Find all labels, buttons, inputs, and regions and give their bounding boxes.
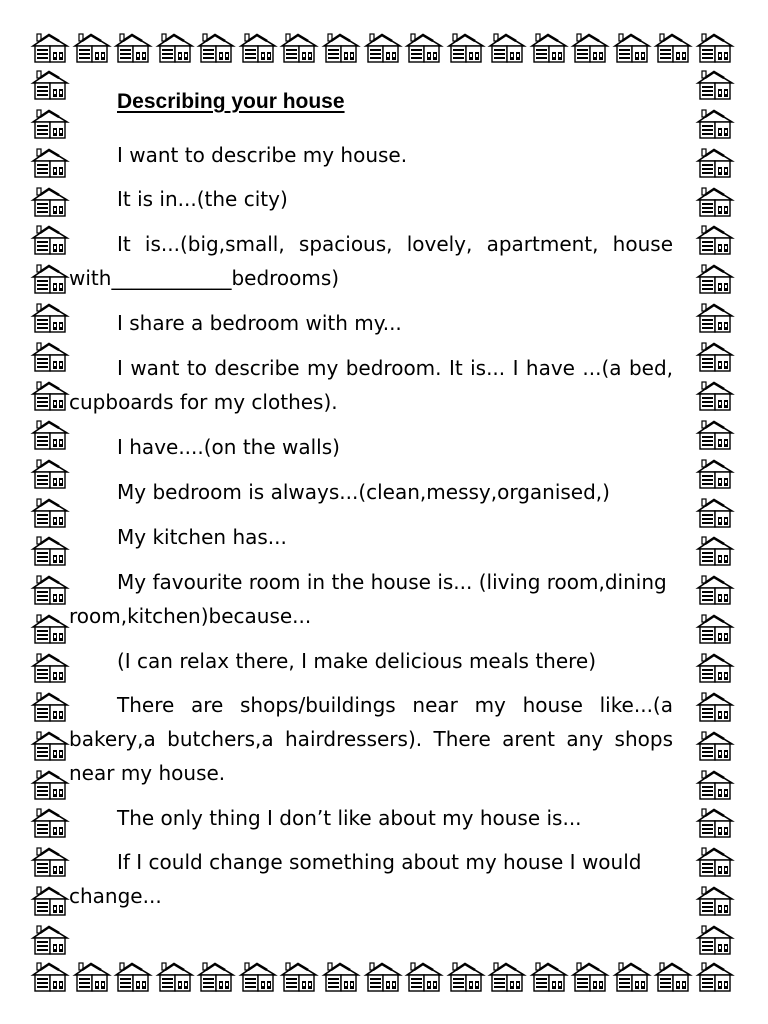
house-icon <box>532 34 566 62</box>
prompt-line: The only thing I don’t like about my house is... <box>117 806 582 830</box>
house-icon <box>33 848 67 876</box>
house-icon <box>33 149 67 177</box>
prompt-line: If I could change something about my house I would change... <box>69 850 642 908</box>
house-icon <box>698 732 732 760</box>
house-icon <box>33 421 67 449</box>
house-icon <box>75 34 109 62</box>
house-icon <box>490 963 524 991</box>
house-icon <box>33 71 67 99</box>
house-icon <box>241 34 275 62</box>
house-icon <box>698 537 732 565</box>
house-icon <box>449 963 483 991</box>
house-icon <box>698 654 732 682</box>
house-icon <box>33 382 67 410</box>
house-icon <box>33 771 67 799</box>
house-icon <box>698 265 732 293</box>
house-icon <box>366 963 400 991</box>
house-icon <box>33 537 67 565</box>
house-icon <box>698 460 732 488</box>
house-icon <box>615 963 649 991</box>
house-icon <box>158 963 192 991</box>
house-icon <box>698 576 732 604</box>
house-icon <box>33 576 67 604</box>
house-icon <box>573 963 607 991</box>
house-icon <box>33 265 67 293</box>
house-icon <box>241 963 275 991</box>
house-icon <box>407 963 441 991</box>
house-icon <box>324 34 358 62</box>
prompt-line: My bedroom is always...(clean,messy,organised,) <box>117 480 610 504</box>
house-icon <box>33 226 67 254</box>
house-icon <box>33 654 67 682</box>
house-icon <box>698 421 732 449</box>
house-icon <box>199 34 233 62</box>
house-icon <box>698 499 732 527</box>
house-icon <box>199 963 233 991</box>
prompt-line: I want to describe my house. <box>117 143 408 167</box>
house-icon <box>656 34 690 62</box>
house-icon <box>698 71 732 99</box>
house-icon <box>33 34 67 62</box>
prompt-line: It is...(big,small, spacious, lovely, apartment, house with____________bedrooms) <box>69 232 673 290</box>
house-icon <box>698 771 732 799</box>
house-icon <box>698 188 732 216</box>
house-icon <box>33 188 67 216</box>
house-icon <box>33 693 67 721</box>
house-icon <box>33 615 67 643</box>
house-icon <box>158 34 192 62</box>
prompt-line: I share a bedroom with my... <box>117 311 402 335</box>
house-icon <box>698 887 732 915</box>
house-icon <box>698 226 732 254</box>
house-icon <box>656 963 690 991</box>
house-icon <box>324 963 358 991</box>
prompt-line: (I can relax there, I make delicious meals there) <box>117 649 597 673</box>
house-icon <box>33 110 67 138</box>
house-icon <box>33 809 67 837</box>
house-icon <box>33 460 67 488</box>
house-icon <box>698 615 732 643</box>
prompt-line: My kitchen has... <box>117 525 287 549</box>
house-icon <box>490 34 524 62</box>
house-icon <box>366 34 400 62</box>
house-icon <box>698 926 732 954</box>
house-icon <box>698 34 732 62</box>
house-icon <box>449 34 483 62</box>
prompt-line: My favourite room in the house is... (living room,dining room,kitchen)because... <box>69 570 667 628</box>
house-icon <box>573 34 607 62</box>
house-icon <box>698 110 732 138</box>
house-icon <box>282 963 316 991</box>
house-icon <box>698 382 732 410</box>
house-icon <box>698 963 732 991</box>
prompt-line: I have....(on the walls) <box>117 435 340 459</box>
house-icon <box>698 304 732 332</box>
house-icon <box>698 809 732 837</box>
blank-line[interactable]: ____________ <box>111 266 232 290</box>
house-icon <box>33 343 67 371</box>
house-icon <box>698 848 732 876</box>
house-icon <box>407 34 441 62</box>
house-icon <box>116 963 150 991</box>
house-icon <box>116 34 150 62</box>
house-icon <box>698 693 732 721</box>
house-icon <box>33 304 67 332</box>
house-icon <box>532 963 566 991</box>
house-icon <box>33 926 67 954</box>
house-icon <box>615 34 649 62</box>
house-icon <box>33 499 67 527</box>
prompt-line: It is in...(the city) <box>117 187 288 211</box>
house-icon <box>282 34 316 62</box>
house-icon <box>698 149 732 177</box>
page-title: Describing your house <box>117 90 345 113</box>
house-icon <box>33 963 67 991</box>
house-icon <box>698 343 732 371</box>
house-icon <box>33 732 67 760</box>
house-icon <box>33 887 67 915</box>
prompt-line: I want to describe my bedroom. It is... I have ...(a bed, cupboards for my clothes). <box>69 356 673 414</box>
house-icon <box>75 963 109 991</box>
prompt-line: There are shops/buildings near my house like...(a bakery,a butchers,a hairdressers). There arent any shops near my house. <box>69 693 673 785</box>
